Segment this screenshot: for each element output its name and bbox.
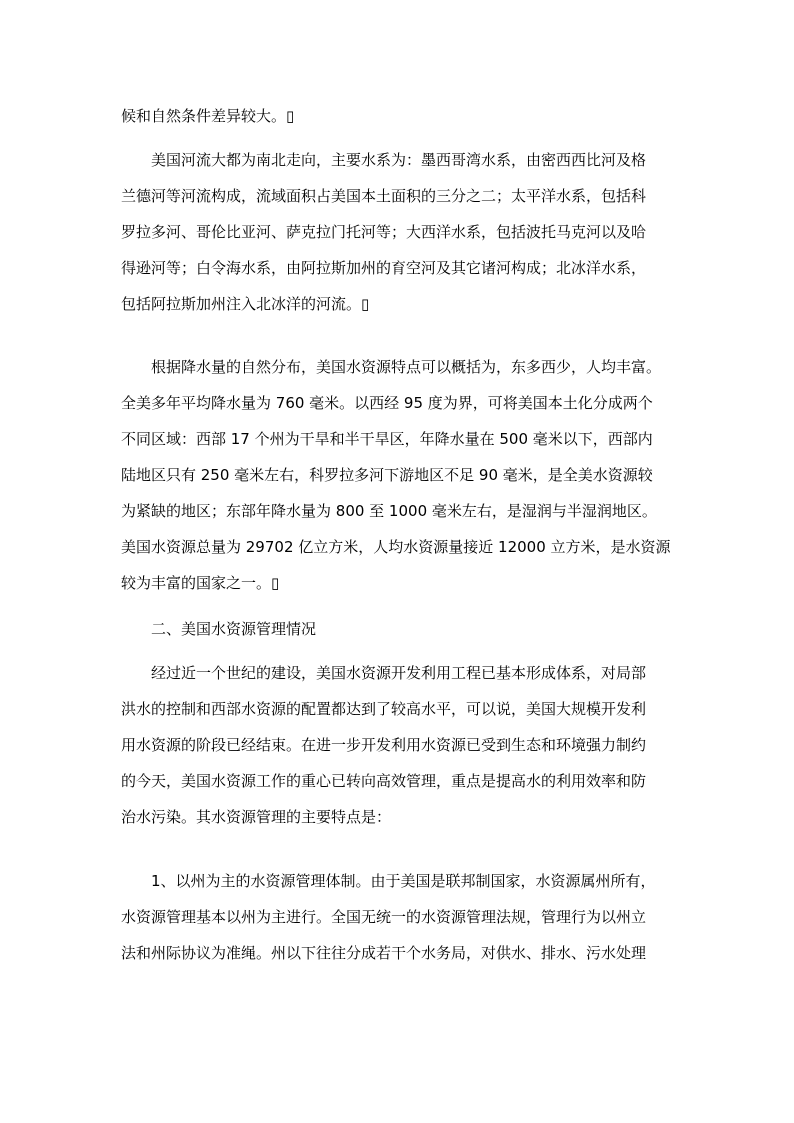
text-line: 水资源管理基本以州为主进行。全国无统一的水资源管理法规，管理行为以州立 bbox=[121, 908, 647, 926]
text-line: 得逊河等；白令海水系，由阿拉斯加州的育空河及其它诸河构成；北冰洋水系， bbox=[121, 259, 647, 277]
text-line: 不同区域：西部 17 个州为干旱和半干旱区，年降水量在 500 毫米以下，西部内 bbox=[121, 430, 653, 448]
text-line: 为紧缺的地区；东部年降水量为 800 至 1000 毫米左右，是湿润与半湿润地区。 bbox=[121, 502, 657, 520]
text-line: 全美多年平均降水量为 760 毫米。以西经 95 度为界，可将美国本土化分成两个 bbox=[121, 394, 653, 412]
text-line: 包括阿拉斯加州注入北冰洋的河流。▯ bbox=[121, 295, 370, 313]
text-line: 美国水资源总量为 29702 亿立方米，人均水资源量接近 12000 立方米，是水资源 bbox=[121, 538, 671, 556]
text-line: 罗拉多河、哥伦比亚河、萨克拉门托河等；大西洋水系，包括波托马克河以及哈 bbox=[121, 223, 647, 241]
text-line: 用水资源的阶段已经结束。在进一步开发利用水资源已受到生态和环境强力制约 bbox=[121, 736, 647, 754]
text-line: 候和自然条件差异较大。▯ bbox=[121, 107, 295, 125]
text-line: 治水污染。其水资源管理的主要特点是： bbox=[121, 808, 392, 826]
text-line: 法和州际协议为准绳。州以下往往分成若干个水务局，对供水、排水、污水处理 bbox=[121, 944, 647, 962]
text-line: 兰德河等河流构成，流域面积占美国本土面积的三分之二；太平洋水系，包括科 bbox=[121, 187, 647, 205]
text-line: 1、以州为主的水资源管理体制。由于美国是联邦制国家，水资源属州所有， bbox=[151, 872, 656, 890]
section-heading: 二、美国水资源管理情况 bbox=[151, 620, 317, 638]
text-line: 美国河流大都为南北走向，主要水系为：墨西哥湾水系，由密西西比河及格 bbox=[151, 151, 647, 169]
text-line: 洪水的控制和西部水资源的配置都达到了较高水平，可以说，美国大规模开发利 bbox=[121, 700, 647, 718]
text-line: 经过近一个世纪的建设，美国水资源开发利用工程已基本形成体系，对局部 bbox=[151, 664, 647, 682]
text-line: 根据降水量的自然分布，美国水资源特点可以概括为，东多西少，人均丰富。 bbox=[151, 358, 662, 376]
text-line: 陆地区只有 250 毫米左右，科罗拉多河下游地区不足 90 毫米，是全美水资源较 bbox=[121, 466, 653, 484]
text-line: 较为丰富的国家之一。▯ bbox=[121, 574, 280, 592]
text-line: 的今天，美国水资源工作的重心已转向高效管理，重点是提高水的利用效率和防 bbox=[121, 772, 647, 790]
